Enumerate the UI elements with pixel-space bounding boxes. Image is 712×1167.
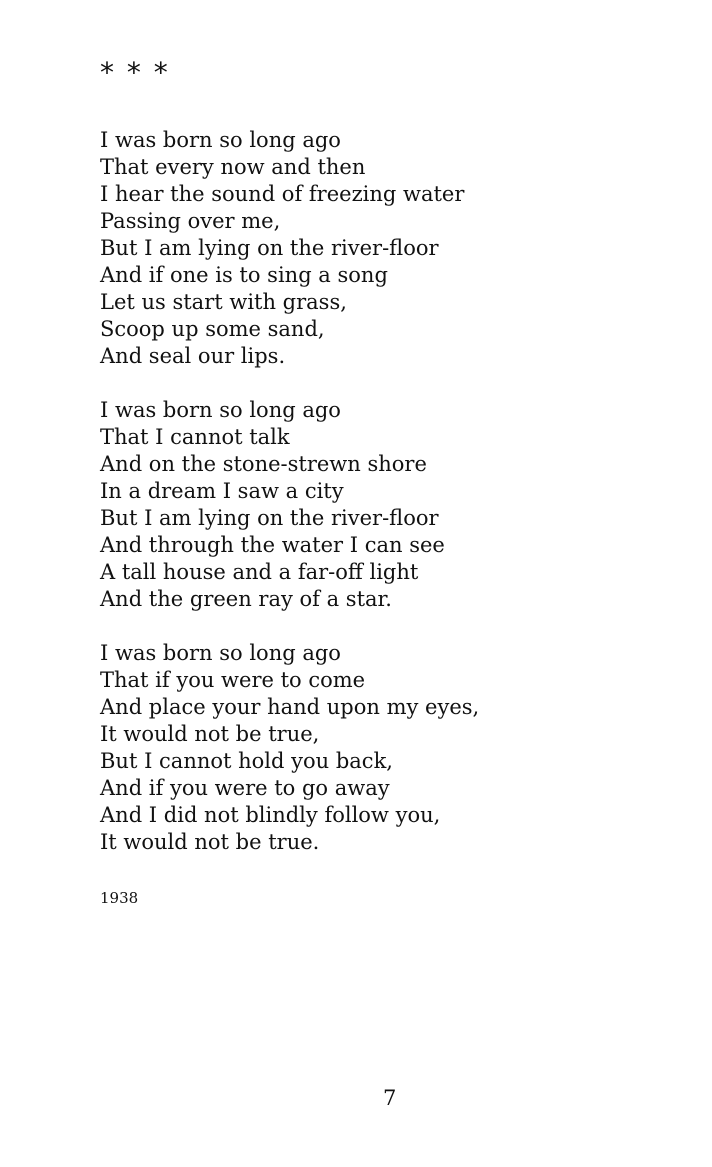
poem-line: Let us start with grass, <box>100 290 347 314</box>
poem-line: It would not be true, <box>100 722 320 746</box>
poem-line: That I cannot talk <box>100 425 290 449</box>
poem-line: And seal our lips. <box>100 344 286 368</box>
poem-line: And I did not blindly follow you, <box>100 803 441 827</box>
page-number: 7 <box>383 1086 397 1110</box>
poem-line: I was born so long ago <box>100 128 341 152</box>
stanza-1 <box>100 127 680 370</box>
poem-line: I hear the sound of freezing water <box>100 182 465 206</box>
stanza-3 <box>100 640 680 856</box>
section-ornament: * * * <box>100 56 170 89</box>
poem-line: But I am lying on the river-floor <box>100 236 439 260</box>
poem-line: And place your hand upon my eyes, <box>100 695 480 719</box>
poem-line: That every now and then <box>100 155 366 179</box>
poem-line: In a dream I saw a city <box>100 479 344 503</box>
poem-line: Scoop up some sand, <box>100 317 325 341</box>
poem-line: But I am lying on the river-floor <box>100 506 439 530</box>
stanza-2 <box>100 397 680 613</box>
poem-line: I was born so long ago <box>100 398 341 422</box>
poem-date: 1938 <box>100 889 139 907</box>
poem-line: It would not be true. <box>100 830 320 854</box>
poem-line: Passing over me, <box>100 209 281 233</box>
poem-line: And on the stone-strewn shore <box>100 452 427 476</box>
poem-line: And through the water I can see <box>100 533 445 557</box>
poem-line: A tall house and a far-off light <box>100 560 419 584</box>
poem <box>100 127 680 883</box>
poem-line: And if one is to sing a song <box>100 263 388 287</box>
poem-line: But I cannot hold you back, <box>100 749 393 773</box>
poem-line: And if you were to go away <box>100 776 390 800</box>
poem-line: That if you were to come <box>100 668 366 692</box>
poem-line: I was born so long ago <box>100 641 341 665</box>
poem-line: And the green ray of a star. <box>100 587 392 611</box>
